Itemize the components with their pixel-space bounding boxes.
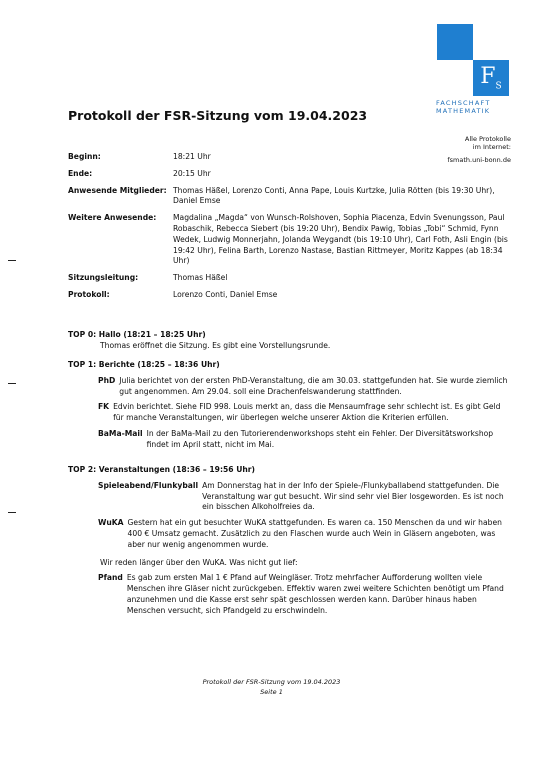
top0-text: Thomas eröffnet die Sitzung. Es gibt eine Vorstellungsrunde.: [100, 340, 331, 350]
meta-row: [68, 273, 508, 284]
protocols-note-line1: Alle Protokolle: [464, 135, 511, 143]
logo-text-line1: FACHSCHAFT: [436, 99, 491, 107]
meta-value: 20:15 Uhr: [173, 168, 211, 178]
event-text: Am Donnerstag hat in der Info der Spiele-/Flunkyballabend stattgefunden. Die Veranstaltung war gut besucht. Wir sind sehr viel Bier losgeworden. Es ist noch ein bisschen Alkoholfreies da.: [202, 480, 504, 512]
event-note: Wir reden länger über den WuKA. Was nicht gut lief:: [100, 557, 298, 567]
event-text: Gestern hat ein gut besuchter WuKA stattgefunden. Es waren ca. 150 Menschen da und wir haben 400 € Umsatz gemacht. Zusätzlich zu den Flaschen wurde auch Wein in Gläsern angeboten, was aber nur wenig angenommen wurde.: [127, 518, 502, 549]
event-term: Spieleabend/Flunkyball: [98, 480, 199, 490]
logo-text-line2: MATHEMATIK: [436, 107, 491, 115]
page-number: Seite 1: [260, 688, 283, 696]
report-text: Julia berichtet von der ersten PhD-Veranstaltung, die am 30.03. stattgefunden hat. Sie wurde ziemlich gut angenommen. Am 29.04. soll eine Drachenfelswanderung stattfinden.: [119, 375, 508, 396]
meta-row: [68, 213, 508, 267]
report-text: In der BaMa-Mail zu den Tutorierendenworkshops steht ein Fehler. Der Diversitätsworkshop findet im April statt, nicht im Mai.: [146, 428, 494, 449]
margin-mark: [8, 512, 16, 513]
top0-heading: TOP 0: Hallo (18:21 – 18:25 Uhr): [68, 330, 206, 339]
page-footer: [0, 677, 543, 697]
meta-label: Sitzungsleitung:: [68, 273, 139, 283]
meta-value: Lorenzo Conti, Daniel Emse: [173, 289, 278, 299]
event-term: Pfand: [98, 573, 123, 583]
margin-mark: [8, 383, 16, 384]
meta-value: Thomas Häßel, Lorenzo Conti, Anna Pape, Louis Kurtzke, Julia Rötten (bis 19:30 Uhr), Daniel Emse: [173, 185, 495, 206]
meta-label: Protokoll:: [68, 289, 110, 299]
footer-title: Protokoll der FSR-Sitzung vom 19.04.2023: [202, 678, 341, 686]
top2-section: [68, 465, 510, 617]
margin-mark: [8, 260, 16, 261]
report-text: Edvin berichtet. Siehe FID 998. Louis merkt an, dass die Mensaumfrage sehr schlecht ist. Es gibt Geld für manche Veranstaltungen, wir überlegen welche unserer Aktion die Kriterien erfüllen.: [113, 402, 501, 423]
event-item: [98, 518, 510, 550]
website-link[interactable]: fsmath.uni-bonn.de: [447, 156, 511, 164]
meta-label: Ende:: [68, 168, 93, 178]
report-term: BaMa-Mail: [98, 428, 143, 438]
top2-heading: TOP 2: Veranstaltungen (18:36 – 19:56 Uhr): [68, 465, 255, 474]
report-term: PhD: [98, 375, 116, 385]
top1-section: [68, 360, 510, 451]
report-item: [98, 429, 510, 451]
meta-value: 18:21 Uhr: [173, 152, 211, 161]
meta-table: [68, 152, 508, 307]
logo-square-top-left: [437, 24, 473, 60]
meta-label: Weitere Anwesende:: [68, 213, 157, 223]
event-text: Es gab zum ersten Mal 1 € Pfand auf Weingläser. Trotz mehrfacher Aufforderung wollten viele Menschen ihre Gläser nicht zurückgeben. Effektiv waren zwei weitere Schichten benötigt um Pfand anzunehmen und die Kasse erst sehr spät geschlossen werden kann. Darüber hinaus haben Menschen versucht, sich Pfandgeld zu erschwindeln.: [126, 573, 504, 615]
meta-value: Magdalina „Magda“ von Wunsch-Rolshoven, Sophia Piacenza, Edvin Svenungsson, Paul Robaschik, Rebecca Siebert (bis 19:20 Uhr), Bendix Pawig, Tobias „Tobi“ Schmid, Fynn Wedek, Ludwig Monnerjahn, Jolanda Weygandt (bis 19:10 Uhr), Carl Foth, Asli Engin (bis 19:42 Uhr), Felina Barth, Lorenzo Nastase, Bastian Rittmeyer, Moritz Kappes (ab 18:34 Uhr): [173, 213, 508, 266]
protocols-note: [465, 135, 511, 151]
meta-row: [68, 152, 508, 163]
meta-row: [68, 290, 508, 301]
top0-section: [68, 330, 510, 352]
report-term: FK: [98, 402, 110, 412]
logo-letter: $F_S$: [480, 64, 502, 92]
page-title: Protokoll der FSR-Sitzung vom 19.04.2023: [68, 108, 368, 123]
report-item: [98, 402, 510, 424]
meta-row: [68, 186, 508, 208]
meta-row: [68, 169, 508, 180]
report-item: [98, 376, 510, 398]
event-item: [98, 573, 510, 616]
meta-value: Thomas Häßel: [173, 273, 228, 283]
protocols-note-line2: im Internet:: [472, 143, 511, 151]
top1-heading: TOP 1: Berichte (18:25 – 18:36 Uhr): [68, 360, 220, 369]
event-item: [98, 481, 510, 513]
meta-label: Beginn:: [68, 152, 101, 161]
meta-label: Anwesende Mitglieder:: [68, 185, 167, 195]
logo-text: [436, 99, 516, 115]
event-term: WuKA: [98, 518, 124, 528]
